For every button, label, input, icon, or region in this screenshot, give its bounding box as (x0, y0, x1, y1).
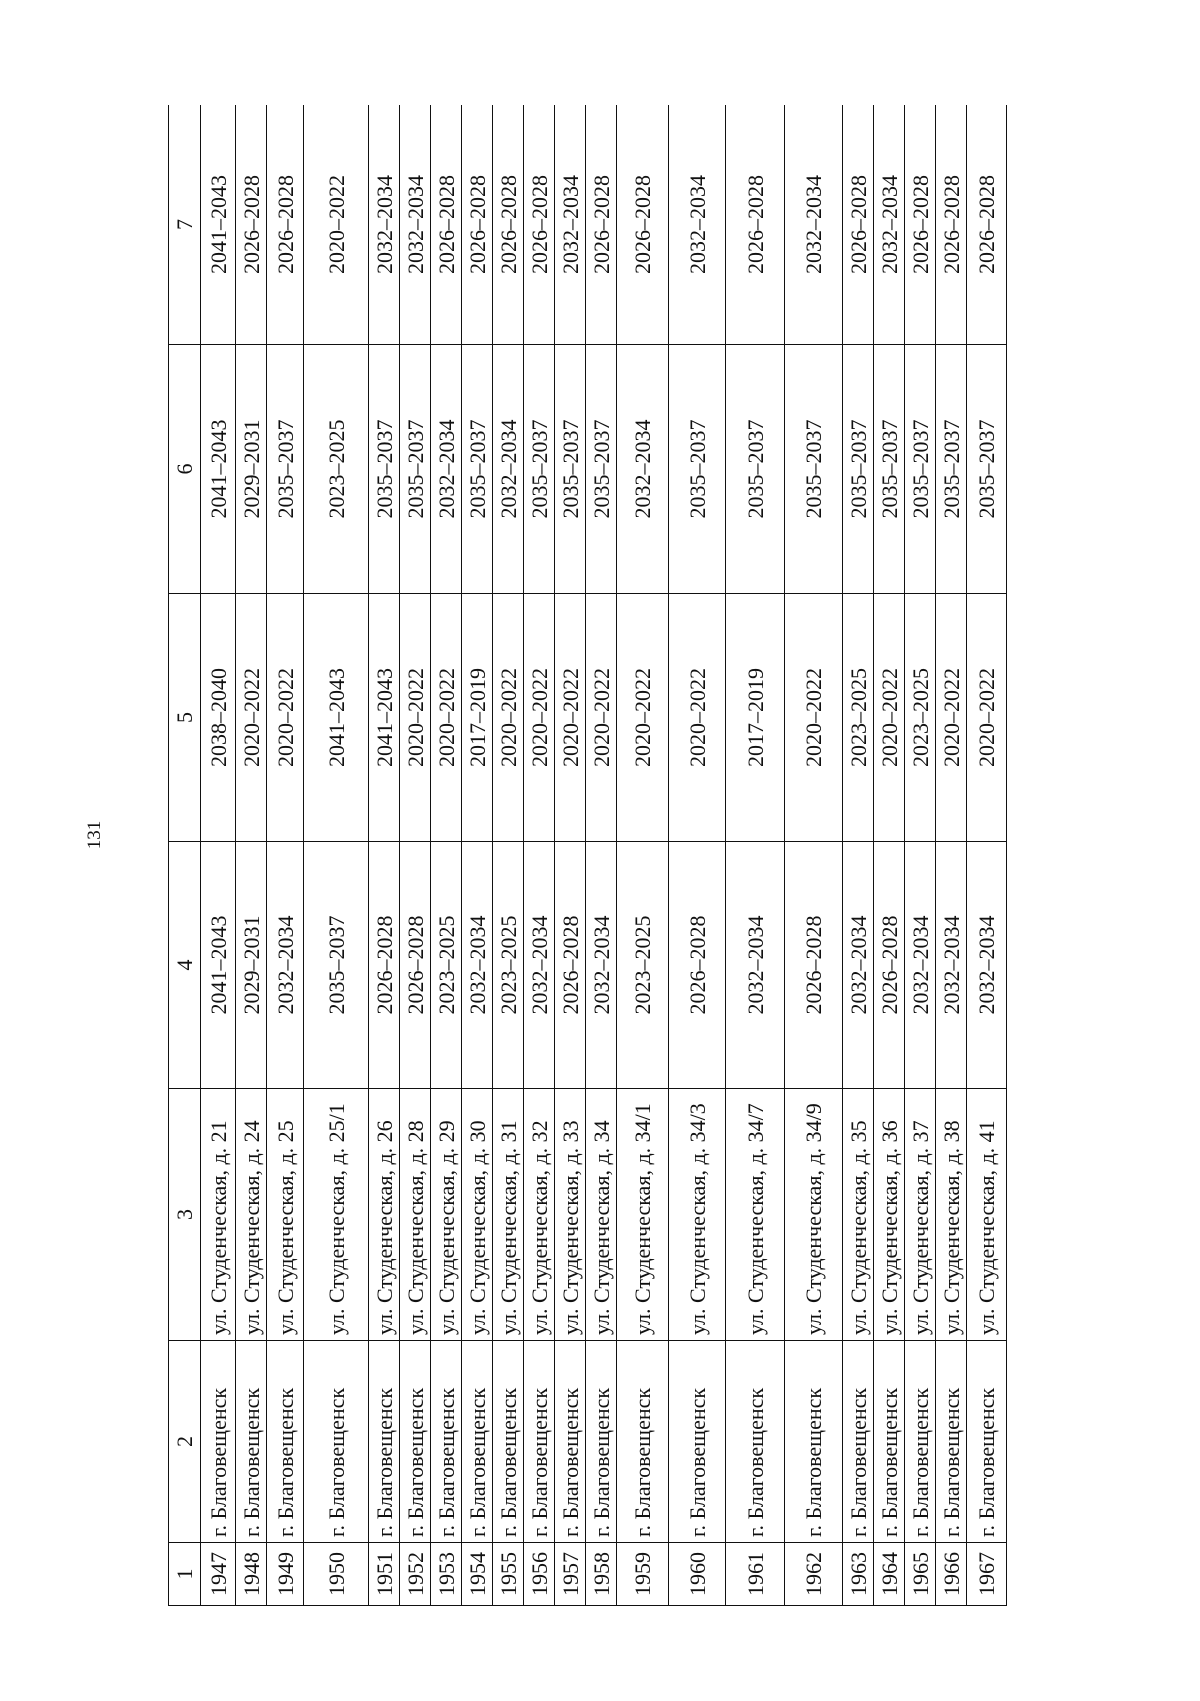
table-row (369, 105, 400, 1606)
period-cell-4: 2032–2034 (843, 842, 874, 1089)
city-cell: г. Благовещенск (431, 1341, 462, 1543)
period-cell-7: 2032–2034 (785, 105, 843, 345)
data-table (168, 105, 1007, 1606)
city-cell: г. Благовещенск (843, 1341, 874, 1543)
period-cell-4: 2032–2034 (967, 842, 1007, 1089)
period-cell-6: 2032–2034 (493, 345, 524, 594)
city-cell: г. Благовещенск (874, 1341, 905, 1543)
period-cell-7: 2032–2034 (874, 105, 905, 345)
table-row (669, 105, 726, 1606)
period-cell-7: 2026–2028 (524, 105, 555, 345)
period-cell-6: 2035–2037 (874, 345, 905, 594)
period-cell-5: 2020–2022 (617, 594, 669, 842)
period-cell-4: 2023–2025 (617, 842, 669, 1089)
address-cell: ул. Студенческая, д. 33 (555, 1089, 586, 1341)
period-cell-7: 2032–2034 (369, 105, 400, 345)
table-row (236, 105, 267, 1606)
period-cell-6: 2032–2034 (431, 345, 462, 594)
period-cell-6: 2035–2037 (967, 345, 1007, 594)
address-cell: ул. Студенческая, д. 34/1 (617, 1089, 669, 1341)
city-cell: г. Благовещенск (785, 1341, 843, 1543)
row-number-cell: 1958 (586, 1543, 617, 1606)
table-row (905, 105, 936, 1606)
table-row (304, 105, 369, 1606)
period-cell-6: 2041–2043 (201, 345, 236, 594)
table-row (785, 105, 843, 1606)
period-cell-7: 2026–2028 (905, 105, 936, 345)
period-cell-4: 2032–2034 (524, 842, 555, 1089)
period-cell-4: 2029–2031 (236, 842, 267, 1089)
column-header-5: 5 (169, 594, 201, 842)
period-cell-7: 2026–2028 (586, 105, 617, 345)
table-row (201, 105, 236, 1606)
column-header-2: 2 (169, 1341, 201, 1543)
table-row (726, 105, 785, 1606)
page-number: 131 (84, 820, 105, 850)
period-cell-7: 2026–2028 (431, 105, 462, 345)
city-cell: г. Благовещенск (304, 1341, 369, 1543)
row-number-cell: 1961 (726, 1543, 785, 1606)
city-cell: г. Благовещенск (493, 1341, 524, 1543)
period-cell-6: 2035–2037 (936, 345, 967, 594)
city-cell: г. Благовещенск (586, 1341, 617, 1543)
period-cell-4: 2035–2037 (304, 842, 369, 1089)
period-cell-4: 2026–2028 (874, 842, 905, 1089)
period-cell-6: 2035–2037 (726, 345, 785, 594)
period-cell-6: 2035–2037 (785, 345, 843, 594)
period-cell-5: 2020–2022 (400, 594, 431, 842)
period-cell-7: 2026–2028 (462, 105, 493, 345)
address-cell: ул. Студенческая, д. 25/1 (304, 1089, 369, 1341)
period-cell-7: 2026–2028 (236, 105, 267, 345)
period-cell-6: 2035–2037 (462, 345, 493, 594)
period-cell-4: 2026–2028 (400, 842, 431, 1089)
period-cell-7: 2026–2028 (726, 105, 785, 345)
period-cell-5: 2020–2022 (874, 594, 905, 842)
table-row (586, 105, 617, 1606)
period-cell-6: 2035–2037 (400, 345, 431, 594)
table-row (967, 105, 1007, 1606)
address-cell: ул. Студенческая, д. 34/3 (669, 1089, 726, 1341)
address-cell: ул. Студенческая, д. 26 (369, 1089, 400, 1341)
column-header-7: 7 (169, 105, 201, 345)
period-cell-5: 2020–2022 (555, 594, 586, 842)
row-number-cell: 1953 (431, 1543, 462, 1606)
period-cell-6: 2035–2037 (555, 345, 586, 594)
address-cell: ул. Студенческая, д. 29 (431, 1089, 462, 1341)
table-row (524, 105, 555, 1606)
period-cell-4: 2032–2034 (905, 842, 936, 1089)
period-cell-7: 2026–2028 (967, 105, 1007, 345)
table-row (431, 105, 462, 1606)
column-header-6: 6 (169, 345, 201, 594)
period-cell-7: 2041–2043 (201, 105, 236, 345)
period-cell-5: 2020–2022 (431, 594, 462, 842)
period-cell-5: 2020–2022 (493, 594, 524, 842)
period-cell-4: 2032–2034 (586, 842, 617, 1089)
period-cell-4: 2026–2028 (669, 842, 726, 1089)
row-number-cell: 1948 (236, 1543, 267, 1606)
address-cell: ул. Студенческая, д. 36 (874, 1089, 905, 1341)
address-cell: ул. Студенческая, д. 30 (462, 1089, 493, 1341)
period-cell-7: 2026–2028 (267, 105, 304, 345)
table-row (936, 105, 967, 1606)
row-number-cell: 1951 (369, 1543, 400, 1606)
city-cell: г. Благовещенск (905, 1341, 936, 1543)
row-number-cell: 1963 (843, 1543, 874, 1606)
period-cell-7: 2020–2022 (304, 105, 369, 345)
period-cell-5: 2017–2019 (462, 594, 493, 842)
row-number-cell: 1962 (785, 1543, 843, 1606)
period-cell-7: 2032–2034 (669, 105, 726, 345)
row-number-cell: 1966 (936, 1543, 967, 1606)
period-cell-7: 2032–2034 (555, 105, 586, 345)
table-row (843, 105, 874, 1606)
period-cell-6: 2035–2037 (369, 345, 400, 594)
address-cell: ул. Студенческая, д. 34/9 (785, 1089, 843, 1341)
column-header-4: 4 (169, 842, 201, 1089)
city-cell: г. Благовещенск (726, 1341, 785, 1543)
period-cell-5: 2020–2022 (267, 594, 304, 842)
period-cell-5: 2020–2022 (967, 594, 1007, 842)
row-number-cell: 1964 (874, 1543, 905, 1606)
city-cell: г. Благовещенск (555, 1341, 586, 1543)
period-cell-7: 2026–2028 (936, 105, 967, 345)
city-cell: г. Благовещенск (462, 1341, 493, 1543)
period-cell-5: 2020–2022 (236, 594, 267, 842)
row-number-cell: 1952 (400, 1543, 431, 1606)
period-cell-6: 2035–2037 (524, 345, 555, 594)
address-cell: ул. Студенческая, д. 41 (967, 1089, 1007, 1341)
address-cell: ул. Студенческая, д. 37 (905, 1089, 936, 1341)
row-number-cell: 1956 (524, 1543, 555, 1606)
city-cell: г. Благовещенск (236, 1341, 267, 1543)
address-cell: ул. Студенческая, д. 32 (524, 1089, 555, 1341)
table-row (493, 105, 524, 1606)
period-cell-6: 2029–2031 (236, 345, 267, 594)
city-cell: г. Благовещенск (967, 1341, 1007, 1543)
row-number-cell: 1955 (493, 1543, 524, 1606)
period-cell-7: 2026–2028 (617, 105, 669, 345)
period-cell-7: 2032–2034 (400, 105, 431, 345)
city-cell: г. Благовещенск (524, 1341, 555, 1543)
table-row (462, 105, 493, 1606)
city-cell: г. Благовещенск (267, 1341, 304, 1543)
period-cell-4: 2041–2043 (201, 842, 236, 1089)
period-cell-5: 2041–2043 (304, 594, 369, 842)
city-cell: г. Благовещенск (201, 1341, 236, 1543)
table-row (874, 105, 905, 1606)
row-number-cell: 1954 (462, 1543, 493, 1606)
row-number-cell: 1965 (905, 1543, 936, 1606)
period-cell-5: 2020–2022 (669, 594, 726, 842)
column-header-3: 3 (169, 1089, 201, 1341)
row-number-cell: 1960 (669, 1543, 726, 1606)
period-cell-4: 2032–2034 (267, 842, 304, 1089)
period-cell-6: 2032–2034 (617, 345, 669, 594)
row-number-cell: 1947 (201, 1543, 236, 1606)
address-cell: ул. Студенческая, д. 31 (493, 1089, 524, 1341)
table-row (617, 105, 669, 1606)
period-cell-4: 2032–2034 (726, 842, 785, 1089)
city-cell: г. Благовещенск (936, 1341, 967, 1543)
city-cell: г. Благовещенск (669, 1341, 726, 1543)
address-cell: ул. Студенческая, д. 25 (267, 1089, 304, 1341)
address-cell: ул. Студенческая, д. 24 (236, 1089, 267, 1341)
period-cell-5: 2020–2022 (785, 594, 843, 842)
table-frame (168, 105, 1103, 1606)
period-cell-5: 2041–2043 (369, 594, 400, 842)
row-number-cell: 1959 (617, 1543, 669, 1606)
period-cell-5: 2023–2025 (843, 594, 874, 842)
period-cell-4: 2023–2025 (493, 842, 524, 1089)
table-row (267, 105, 304, 1606)
period-cell-7: 2026–2028 (843, 105, 874, 345)
row-number-cell: 1950 (304, 1543, 369, 1606)
period-cell-4: 2026–2028 (785, 842, 843, 1089)
row-number-cell: 1967 (967, 1543, 1007, 1606)
period-cell-6: 2023–2025 (304, 345, 369, 594)
address-cell: ул. Студенческая, д. 28 (400, 1089, 431, 1341)
address-cell: ул. Студенческая, д. 34 (586, 1089, 617, 1341)
period-cell-6: 2035–2037 (586, 345, 617, 594)
period-cell-5: 2020–2022 (936, 594, 967, 842)
period-cell-6: 2035–2037 (905, 345, 936, 594)
city-cell: г. Благовещенск (369, 1341, 400, 1543)
address-cell: ул. Студенческая, д. 34/7 (726, 1089, 785, 1341)
period-cell-4: 2032–2034 (462, 842, 493, 1089)
city-cell: г. Благовещенск (400, 1341, 431, 1543)
period-cell-6: 2035–2037 (669, 345, 726, 594)
address-cell: ул. Студенческая, д. 21 (201, 1089, 236, 1341)
column-header-1: 1 (169, 1543, 201, 1606)
period-cell-4: 2023–2025 (431, 842, 462, 1089)
period-cell-4: 2026–2028 (555, 842, 586, 1089)
table-row (555, 105, 586, 1606)
period-cell-5: 2020–2022 (586, 594, 617, 842)
header-row (169, 105, 201, 1606)
row-number-cell: 1957 (555, 1543, 586, 1606)
city-cell: г. Благовещенск (617, 1341, 669, 1543)
period-cell-5: 2038–2040 (201, 594, 236, 842)
period-cell-6: 2035–2037 (843, 345, 874, 594)
period-cell-6: 2035–2037 (267, 345, 304, 594)
address-cell: ул. Студенческая, д. 35 (843, 1089, 874, 1341)
table-row (400, 105, 431, 1606)
period-cell-4: 2026–2028 (369, 842, 400, 1089)
period-cell-5: 2017–2019 (726, 594, 785, 842)
period-cell-4: 2032–2034 (936, 842, 967, 1089)
row-number-cell: 1949 (267, 1543, 304, 1606)
address-cell: ул. Студенческая, д. 38 (936, 1089, 967, 1341)
period-cell-5: 2023–2025 (905, 594, 936, 842)
period-cell-5: 2020–2022 (524, 594, 555, 842)
period-cell-7: 2026–2028 (493, 105, 524, 345)
